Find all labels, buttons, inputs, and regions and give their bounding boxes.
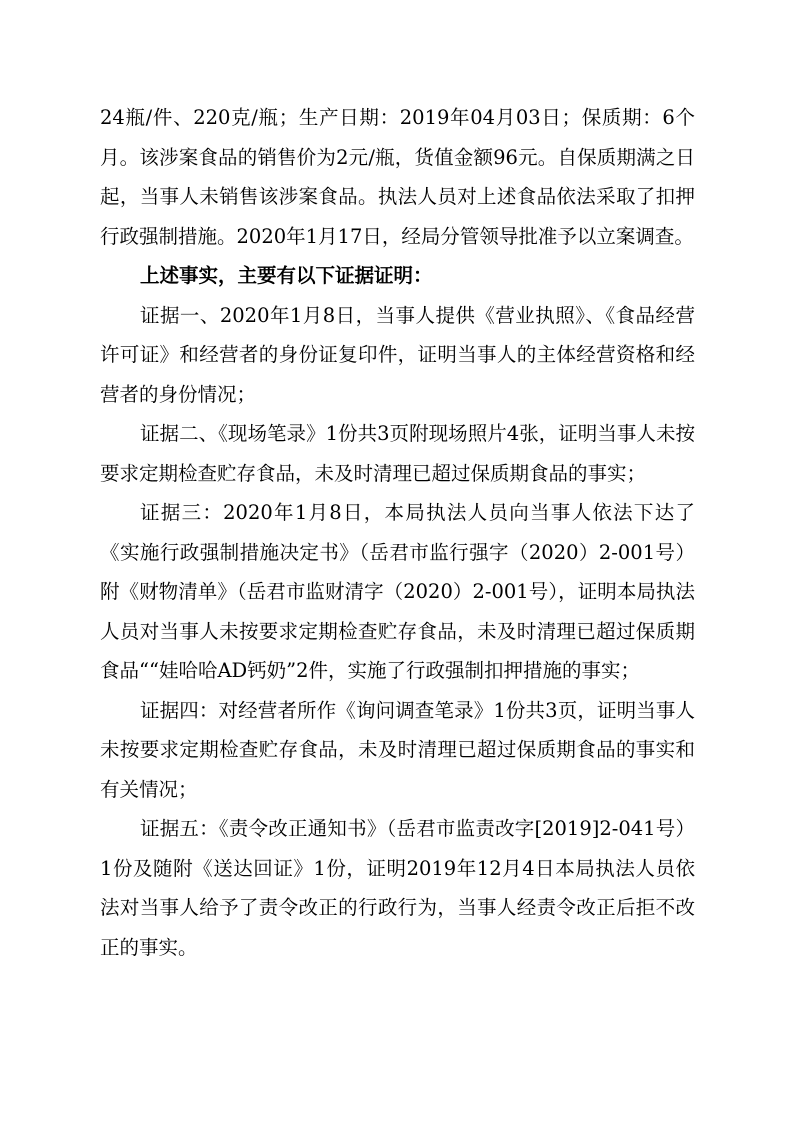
evidence-paragraph-4: 证据四：对经营者所作《询问调查笔录》1份共3页，证明当事人未按要求定期检查贮存食品，未及时清理已超过保质期食品的事实和有关情况；	[100, 698, 695, 801]
evidence-heading: 上述事实，主要有以下证据证明：	[140, 264, 433, 287]
evidence-paragraph-5: 证据五：《责令改正通知书》（岳君市监责改字[2019]2-041号）1份及随附《送达回证》1份，证明2019年12月4日本局执法人员依法对当事人给予了责令改正的行政行为，当事人经责令改正后拒不改正的事实。	[100, 817, 695, 959]
evidence-paragraph-3: 证据三：2020年1月8日，本局执法人员向当事人依法下达了《实施行政强制措施决定书》（岳君市监行强字（2020）2-001号）附《财物清单》（岳君市监财清字（2020）2-001号），证明本局执法人员对当事人未按要求定期检查贮存食品，未及时清理已超过保质期食品““娃哈哈AD钙奶”2件，实施了行政强制扣押措施的事实；	[100, 501, 695, 682]
evidence-paragraph-1: 证据一、2020年1月8日，当事人提供《营业执照》、《食品经营许可证》和经营者的身份证复印件，证明当事人的主体经营资格和经营者的身份情况；	[100, 303, 695, 406]
intro-paragraph: 24瓶/件、220克/瓶；生产日期：2019年04月03日；保质期：6个月。该涉案食品的销售价为2元/瓶，货值金额96元。自保质期满之日起，当事人未销售该涉案食品。执法人员对上述食品依法采取了扣押行政强制措施。2020年1月17日，经局分管领导批准予以立案调查。	[100, 106, 695, 248]
evidence-paragraph-2: 证据二、《现场笔录》1份共3页附现场照片4张，证明当事人未按要求定期检查贮存食品，未及时清理已超过保质期食品的事实；	[100, 422, 695, 485]
document-body	[100, 98, 695, 967]
